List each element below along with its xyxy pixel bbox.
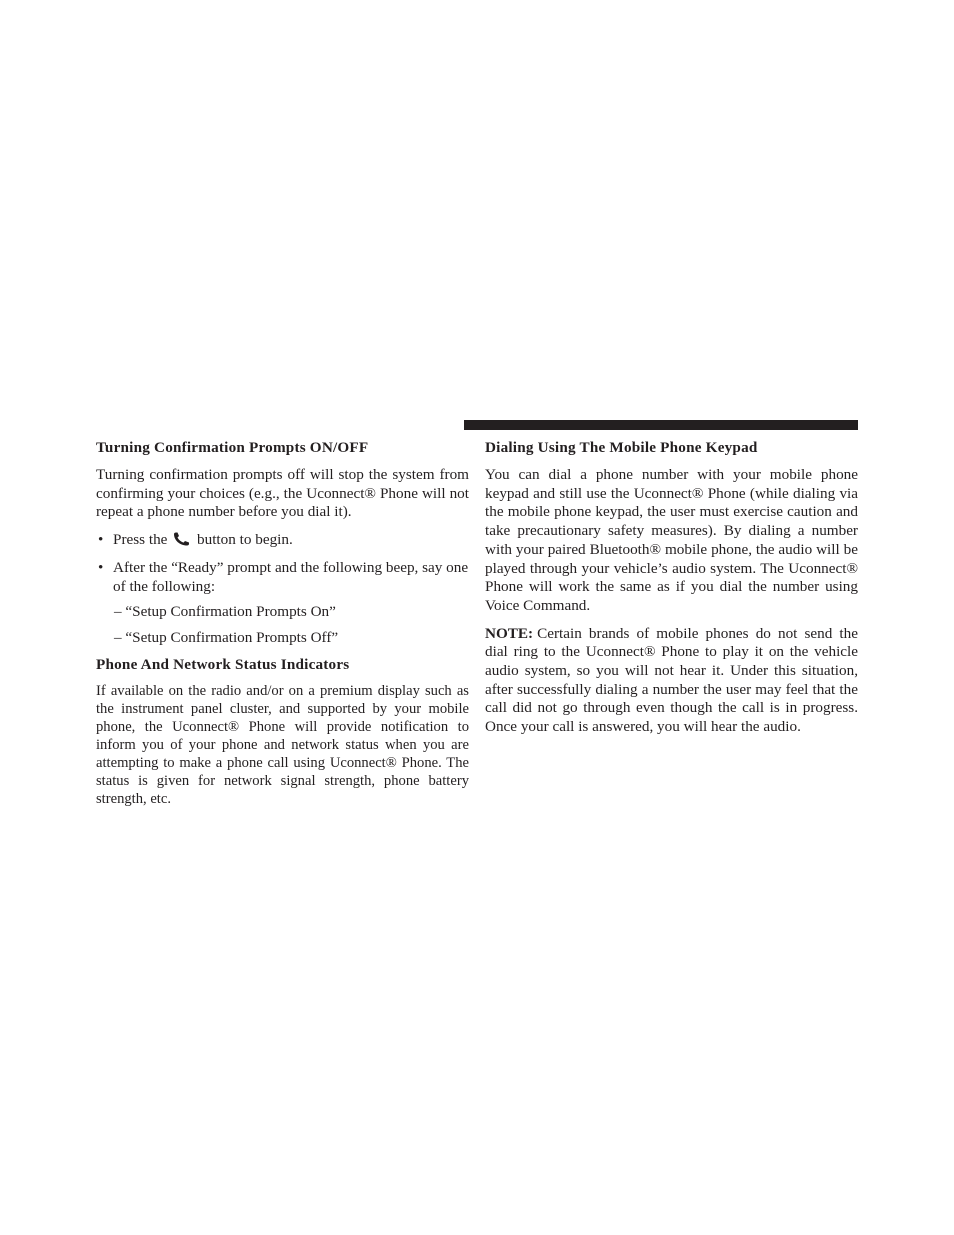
bullet-after-ready <box>96 559 469 596</box>
bullet-text: After the “Ready” prompt and the following beep, say one of the following: <box>113 558 469 595</box>
phone-icon <box>172 532 192 546</box>
bullet-press-phone <box>96 531 469 550</box>
note-paragraph <box>485 625 858 737</box>
dash-item-on: – “Setup Confirmation Prompts On” <box>114 603 336 621</box>
bullet-list <box>96 531 469 596</box>
right-column <box>485 436 858 737</box>
note-text: Certain brands of mobile phones do not send the dial ring to the Uconnect® Phone to play it on the vehicle audio system, so you will not hear it. Under this situation, after successfully dialing a number the user may feel that the call did not go through even though the call is in progress. Once your call is answered, you will hear the audio. <box>485 624 858 736</box>
bullet-dot: • <box>98 531 104 549</box>
section-header-bar <box>464 420 858 430</box>
paragraph-status-indicators: If available on the radio and/or on a premium display such as the instrument panel cluster, and supported by your mobile phone, the Uconnect® Phone will provide notification to inform you of your phone and network status when you are attempting to make a phone call using Uconnect® Phone. The status is given for network signal strength, phone battery strength, etc. <box>96 682 469 807</box>
heading-confirmation-prompts: Turning Confirmation Prompts ON/OFF <box>96 439 369 456</box>
heading-mobile-keypad: Dialing Using The Mobile Phone Keypad <box>485 439 758 456</box>
paragraph-confirmation-prompts: Turning confirmation prompts off will stop the system from confirming your choices (e.g., the Uconnect® Phone will not repeat a phone number before you dial it). <box>96 466 469 521</box>
heading-status-indicators: Phone And Network Status Indicators <box>96 655 350 673</box>
dash-item-off: – “Setup Confirmation Prompts Off” <box>114 628 339 646</box>
left-column <box>96 436 469 808</box>
paragraph-mobile-keypad: You can dial a phone number with your mobile phone keypad and still use the Uconnect® Phone (while dialing via the mobile phone keypad, the user must exercise caution and take precautionary safety measures). By dialing a number with your paired Bluetooth® mobile phone, the audio will be played through your vehicle’s audio system. The Uconnect® Phone will work the same as if you dial the number using Voice Command. <box>485 466 858 614</box>
bullet-dot: • <box>98 558 104 576</box>
note-label: NOTE: <box>485 624 534 642</box>
bullet-text-before: Press the <box>113 531 168 549</box>
dash-list <box>96 603 469 647</box>
bullet-text-after: button to begin. <box>197 531 293 549</box>
